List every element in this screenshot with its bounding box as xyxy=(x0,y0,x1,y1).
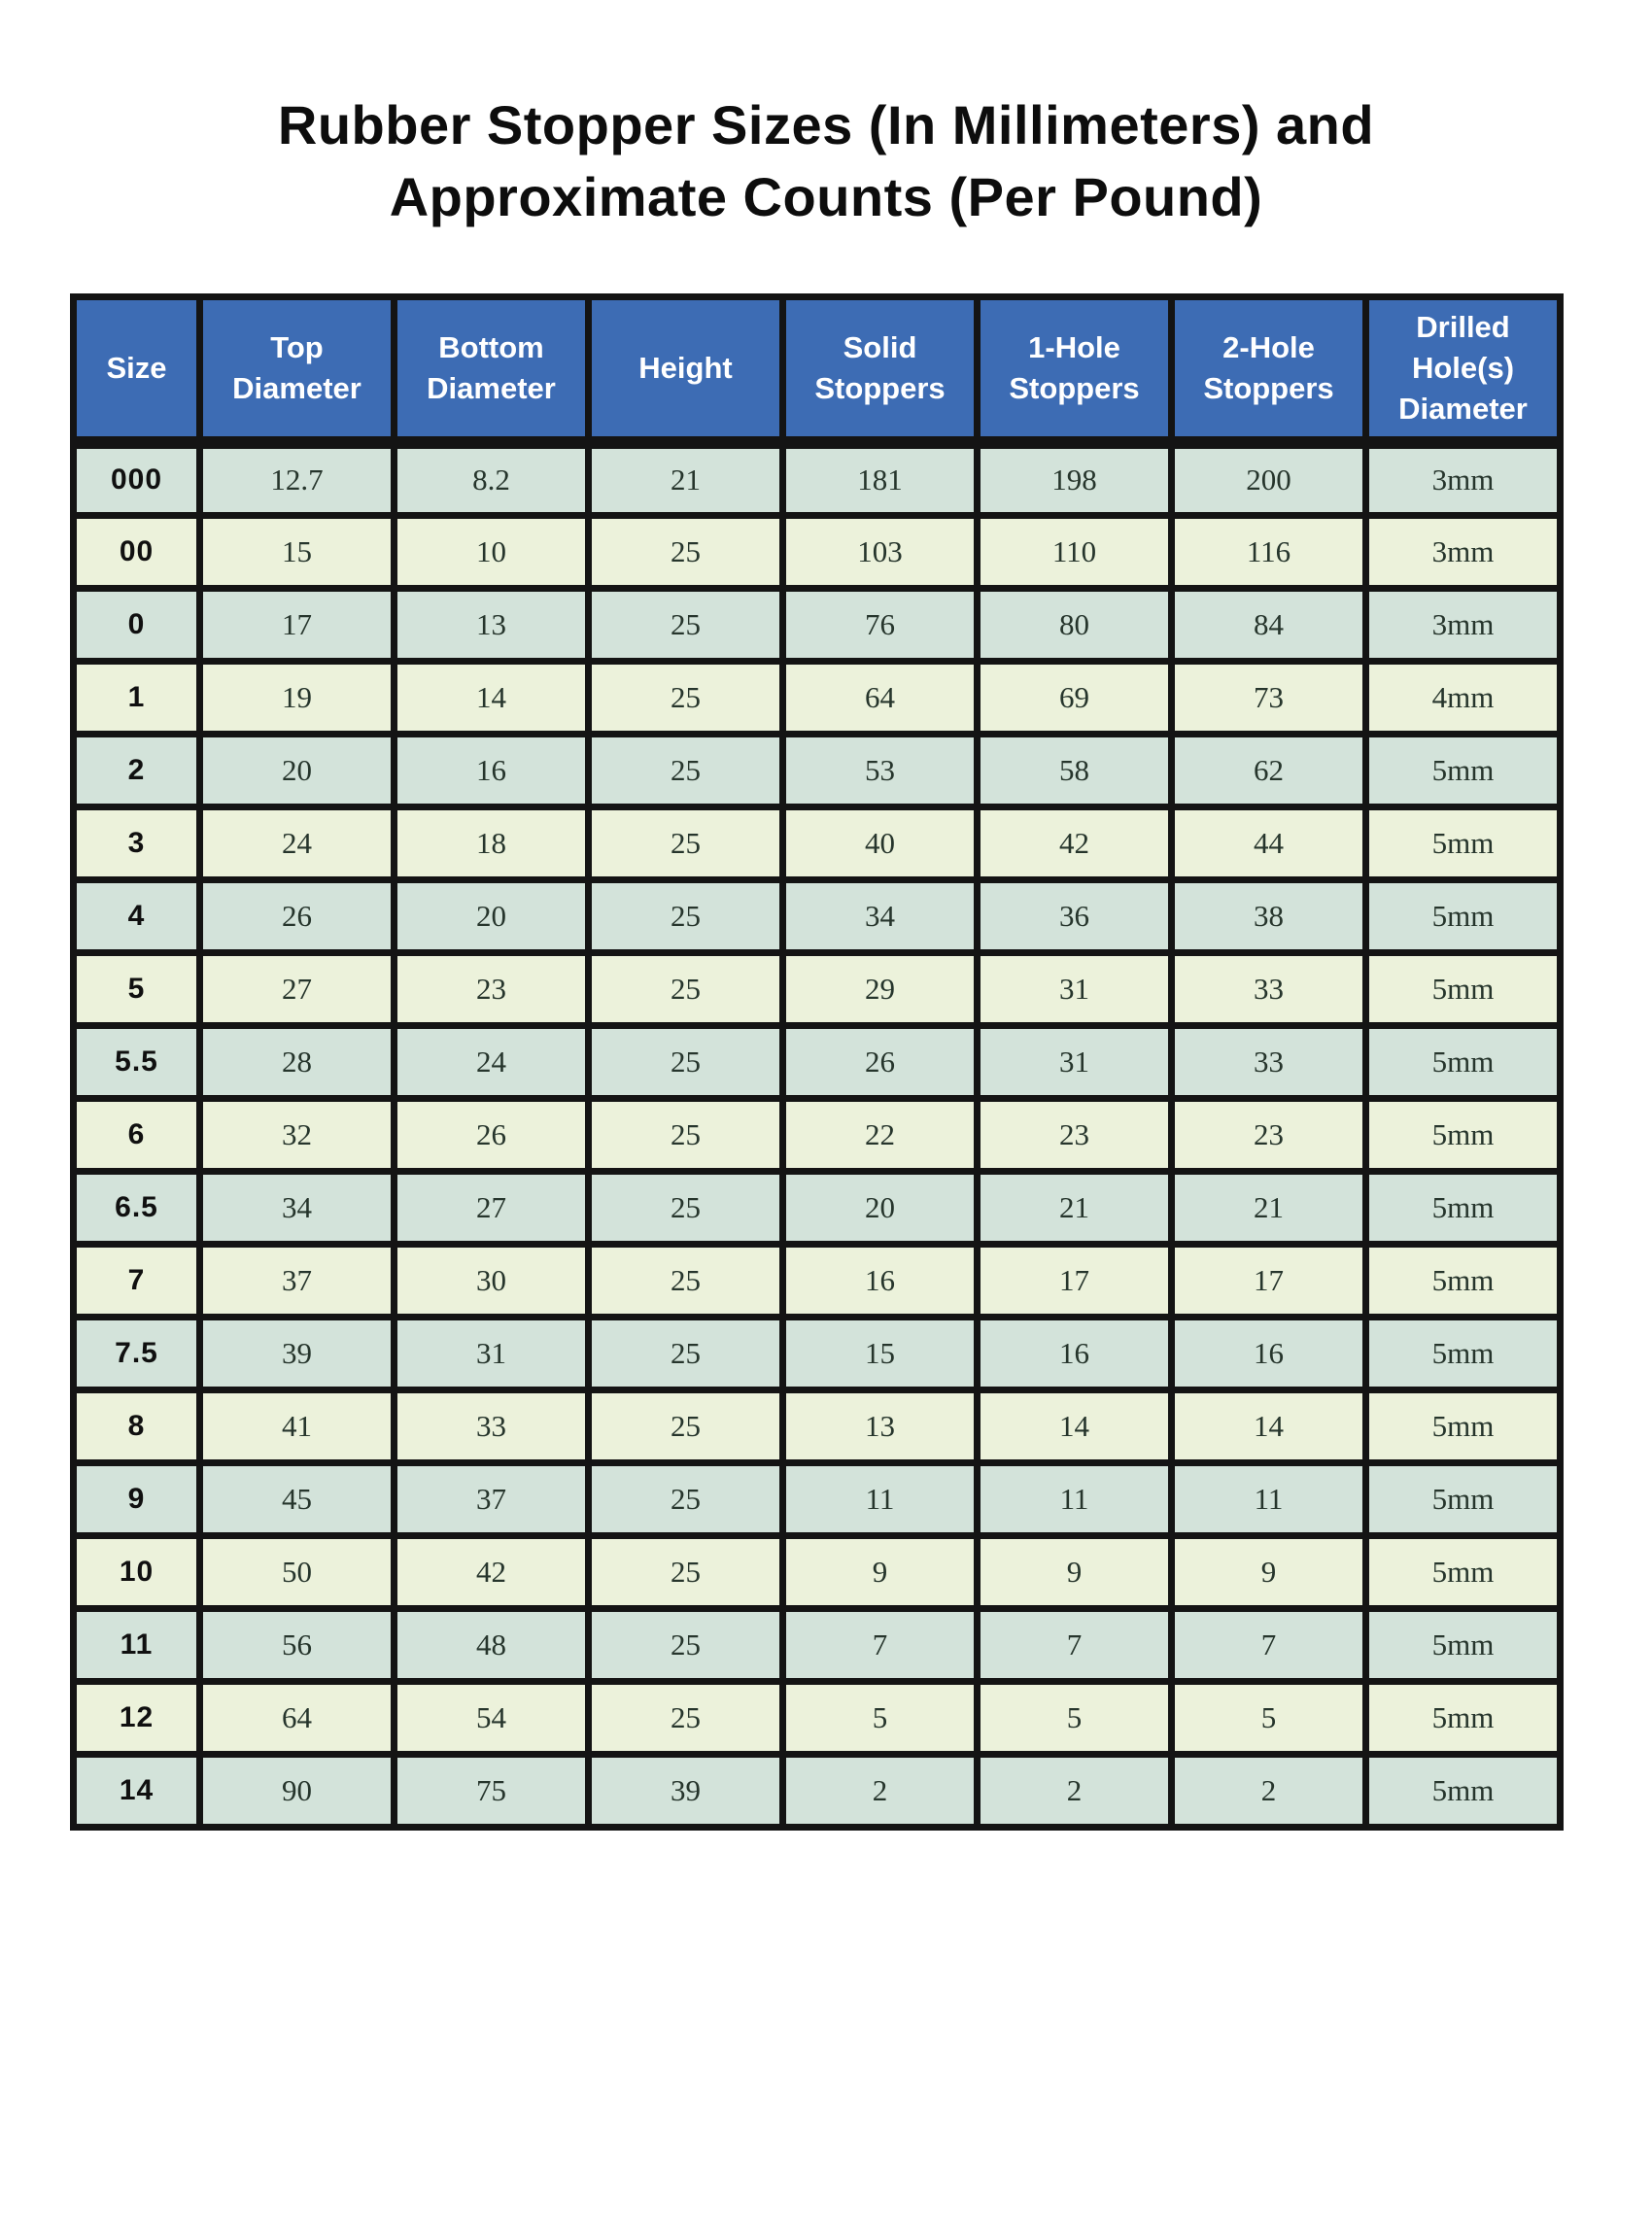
value-cell: 20 xyxy=(783,1171,978,1244)
value-cell: 25 xyxy=(589,1244,783,1317)
value-cell: 2 xyxy=(1172,1754,1366,1827)
value-cell: 198 xyxy=(978,442,1172,515)
value-cell: 16 xyxy=(783,1244,978,1317)
value-cell: 5 xyxy=(1172,1681,1366,1754)
value-cell: 64 xyxy=(783,661,978,734)
size-cell: 7.5 xyxy=(74,1317,200,1389)
value-cell: 11 xyxy=(978,1462,1172,1535)
value-cell: 31 xyxy=(395,1317,589,1389)
value-cell: 103 xyxy=(783,515,978,588)
size-cell: 000 xyxy=(74,442,200,515)
value-cell: 200 xyxy=(1172,442,1366,515)
value-cell: 181 xyxy=(783,442,978,515)
table-row xyxy=(74,1389,1561,1462)
value-cell: 18 xyxy=(395,806,589,879)
table-row xyxy=(74,1754,1561,1827)
title-line-2: Approximate Counts (Per Pound) xyxy=(389,165,1263,227)
value-cell: 76 xyxy=(783,588,978,661)
table-row xyxy=(74,952,1561,1025)
value-cell: 5mm xyxy=(1366,1754,1561,1827)
value-cell: 25 xyxy=(589,1462,783,1535)
value-cell: 5mm xyxy=(1366,734,1561,806)
value-cell: 25 xyxy=(589,515,783,588)
table-row xyxy=(74,1681,1561,1754)
value-cell: 28 xyxy=(200,1025,395,1098)
value-cell: 48 xyxy=(395,1608,589,1681)
value-cell: 24 xyxy=(200,806,395,879)
value-cell: 9 xyxy=(978,1535,1172,1608)
value-cell: 21 xyxy=(978,1171,1172,1244)
value-cell: 84 xyxy=(1172,588,1366,661)
size-cell: 2 xyxy=(74,734,200,806)
value-cell: 73 xyxy=(1172,661,1366,734)
value-cell: 15 xyxy=(783,1317,978,1389)
value-cell: 38 xyxy=(1172,879,1366,952)
table-header xyxy=(74,296,1561,442)
value-cell: 37 xyxy=(395,1462,589,1535)
value-cell: 64 xyxy=(200,1681,395,1754)
table-row xyxy=(74,515,1561,588)
value-cell: 42 xyxy=(395,1535,589,1608)
value-cell: 62 xyxy=(1172,734,1366,806)
value-cell: 32 xyxy=(200,1098,395,1171)
value-cell: 110 xyxy=(978,515,1172,588)
value-cell: 5mm xyxy=(1366,1171,1561,1244)
value-cell: 12.7 xyxy=(200,442,395,515)
value-cell: 7 xyxy=(1172,1608,1366,1681)
value-cell: 40 xyxy=(783,806,978,879)
value-cell: 26 xyxy=(395,1098,589,1171)
value-cell: 5mm xyxy=(1366,806,1561,879)
size-cell: 7 xyxy=(74,1244,200,1317)
value-cell: 17 xyxy=(200,588,395,661)
title-line-1: Rubber Stopper Sizes (In Millimeters) and xyxy=(277,94,1375,155)
column-header: Height xyxy=(589,296,783,442)
value-cell: 27 xyxy=(200,952,395,1025)
value-cell: 34 xyxy=(783,879,978,952)
table-row xyxy=(74,879,1561,952)
size-cell: 5 xyxy=(74,952,200,1025)
value-cell: 16 xyxy=(978,1317,1172,1389)
stopper-size-table xyxy=(70,293,1564,1831)
size-cell: 6.5 xyxy=(74,1171,200,1244)
page-title xyxy=(39,89,1613,233)
value-cell: 11 xyxy=(1172,1462,1366,1535)
value-cell: 5mm xyxy=(1366,1462,1561,1535)
value-cell: 5mm xyxy=(1366,1098,1561,1171)
value-cell: 20 xyxy=(395,879,589,952)
value-cell: 23 xyxy=(978,1098,1172,1171)
value-cell: 41 xyxy=(200,1389,395,1462)
value-cell: 19 xyxy=(200,661,395,734)
value-cell: 80 xyxy=(978,588,1172,661)
column-header: Size xyxy=(74,296,200,442)
value-cell: 75 xyxy=(395,1754,589,1827)
column-header: Solid Stoppers xyxy=(783,296,978,442)
value-cell: 33 xyxy=(1172,952,1366,1025)
value-cell: 42 xyxy=(978,806,1172,879)
value-cell: 14 xyxy=(978,1389,1172,1462)
value-cell: 25 xyxy=(589,1608,783,1681)
value-cell: 53 xyxy=(783,734,978,806)
value-cell: 5 xyxy=(978,1681,1172,1754)
size-cell: 00 xyxy=(74,515,200,588)
table-row xyxy=(74,1535,1561,1608)
size-cell: 3 xyxy=(74,806,200,879)
value-cell: 25 xyxy=(589,1025,783,1098)
value-cell: 17 xyxy=(978,1244,1172,1317)
table-row xyxy=(74,588,1561,661)
value-cell: 26 xyxy=(783,1025,978,1098)
value-cell: 21 xyxy=(1172,1171,1366,1244)
table-row xyxy=(74,1462,1561,1535)
size-cell: 5.5 xyxy=(74,1025,200,1098)
value-cell: 3mm xyxy=(1366,588,1561,661)
table-row xyxy=(74,806,1561,879)
value-cell: 30 xyxy=(395,1244,589,1317)
value-cell: 69 xyxy=(978,661,1172,734)
table-row xyxy=(74,442,1561,515)
value-cell: 23 xyxy=(1172,1098,1366,1171)
value-cell: 58 xyxy=(978,734,1172,806)
value-cell: 25 xyxy=(589,588,783,661)
table-body xyxy=(74,442,1561,1827)
value-cell: 56 xyxy=(200,1608,395,1681)
value-cell: 2 xyxy=(978,1754,1172,1827)
value-cell: 14 xyxy=(395,661,589,734)
value-cell: 7 xyxy=(783,1608,978,1681)
value-cell: 7 xyxy=(978,1608,1172,1681)
value-cell: 14 xyxy=(1172,1389,1366,1462)
value-cell: 25 xyxy=(589,1389,783,1462)
value-cell: 37 xyxy=(200,1244,395,1317)
size-cell: 8 xyxy=(74,1389,200,1462)
value-cell: 24 xyxy=(395,1025,589,1098)
value-cell: 16 xyxy=(395,734,589,806)
value-cell: 2 xyxy=(783,1754,978,1827)
value-cell: 22 xyxy=(783,1098,978,1171)
value-cell: 10 xyxy=(395,515,589,588)
value-cell: 31 xyxy=(978,952,1172,1025)
value-cell: 25 xyxy=(589,1098,783,1171)
value-cell: 25 xyxy=(589,1681,783,1754)
size-cell: 10 xyxy=(74,1535,200,1608)
value-cell: 33 xyxy=(1172,1025,1366,1098)
value-cell: 11 xyxy=(783,1462,978,1535)
value-cell: 13 xyxy=(783,1389,978,1462)
table-row xyxy=(74,734,1561,806)
table-row xyxy=(74,1244,1561,1317)
value-cell: 5mm xyxy=(1366,1025,1561,1098)
value-cell: 25 xyxy=(589,661,783,734)
size-cell: 12 xyxy=(74,1681,200,1754)
value-cell: 5mm xyxy=(1366,1317,1561,1389)
value-cell: 8.2 xyxy=(395,442,589,515)
table-row xyxy=(74,1171,1561,1244)
table-row xyxy=(74,1025,1561,1098)
value-cell: 23 xyxy=(395,952,589,1025)
value-cell: 25 xyxy=(589,952,783,1025)
value-cell: 25 xyxy=(589,734,783,806)
size-cell: 4 xyxy=(74,879,200,952)
value-cell: 5mm xyxy=(1366,1681,1561,1754)
size-cell: 6 xyxy=(74,1098,200,1171)
size-cell: 9 xyxy=(74,1462,200,1535)
size-cell: 1 xyxy=(74,661,200,734)
value-cell: 45 xyxy=(200,1462,395,1535)
value-cell: 25 xyxy=(589,1171,783,1244)
value-cell: 33 xyxy=(395,1389,589,1462)
value-cell: 17 xyxy=(1172,1244,1366,1317)
value-cell: 29 xyxy=(783,952,978,1025)
value-cell: 31 xyxy=(978,1025,1172,1098)
column-header: Drilled Hole(s) Diameter xyxy=(1366,296,1561,442)
value-cell: 116 xyxy=(1172,515,1366,588)
value-cell: 4mm xyxy=(1366,661,1561,734)
value-cell: 3mm xyxy=(1366,515,1561,588)
value-cell: 13 xyxy=(395,588,589,661)
value-cell: 5mm xyxy=(1366,952,1561,1025)
value-cell: 90 xyxy=(200,1754,395,1827)
size-cell: 0 xyxy=(74,588,200,661)
column-header: 1-Hole Stoppers xyxy=(978,296,1172,442)
value-cell: 39 xyxy=(589,1754,783,1827)
size-cell: 11 xyxy=(74,1608,200,1681)
value-cell: 5mm xyxy=(1366,1535,1561,1608)
value-cell: 5mm xyxy=(1366,1244,1561,1317)
value-cell: 5 xyxy=(783,1681,978,1754)
document-page xyxy=(0,89,1652,1831)
value-cell: 3mm xyxy=(1366,442,1561,515)
value-cell: 34 xyxy=(200,1171,395,1244)
value-cell: 5mm xyxy=(1366,879,1561,952)
value-cell: 36 xyxy=(978,879,1172,952)
value-cell: 9 xyxy=(1172,1535,1366,1608)
value-cell: 15 xyxy=(200,515,395,588)
table-row xyxy=(74,661,1561,734)
value-cell: 25 xyxy=(589,879,783,952)
value-cell: 26 xyxy=(200,879,395,952)
value-cell: 21 xyxy=(589,442,783,515)
value-cell: 54 xyxy=(395,1681,589,1754)
value-cell: 44 xyxy=(1172,806,1366,879)
value-cell: 27 xyxy=(395,1171,589,1244)
column-header: 2-Hole Stoppers xyxy=(1172,296,1366,442)
value-cell: 16 xyxy=(1172,1317,1366,1389)
table-row xyxy=(74,1098,1561,1171)
column-header: Top Diameter xyxy=(200,296,395,442)
column-header: Bottom Diameter xyxy=(395,296,589,442)
table-header-row xyxy=(74,296,1561,442)
value-cell: 50 xyxy=(200,1535,395,1608)
value-cell: 25 xyxy=(589,1535,783,1608)
value-cell: 39 xyxy=(200,1317,395,1389)
value-cell: 25 xyxy=(589,1317,783,1389)
value-cell: 5mm xyxy=(1366,1608,1561,1681)
table-row xyxy=(74,1608,1561,1681)
value-cell: 20 xyxy=(200,734,395,806)
value-cell: 9 xyxy=(783,1535,978,1608)
table-row xyxy=(74,1317,1561,1389)
size-cell: 14 xyxy=(74,1754,200,1827)
value-cell: 5mm xyxy=(1366,1389,1561,1462)
value-cell: 25 xyxy=(589,806,783,879)
